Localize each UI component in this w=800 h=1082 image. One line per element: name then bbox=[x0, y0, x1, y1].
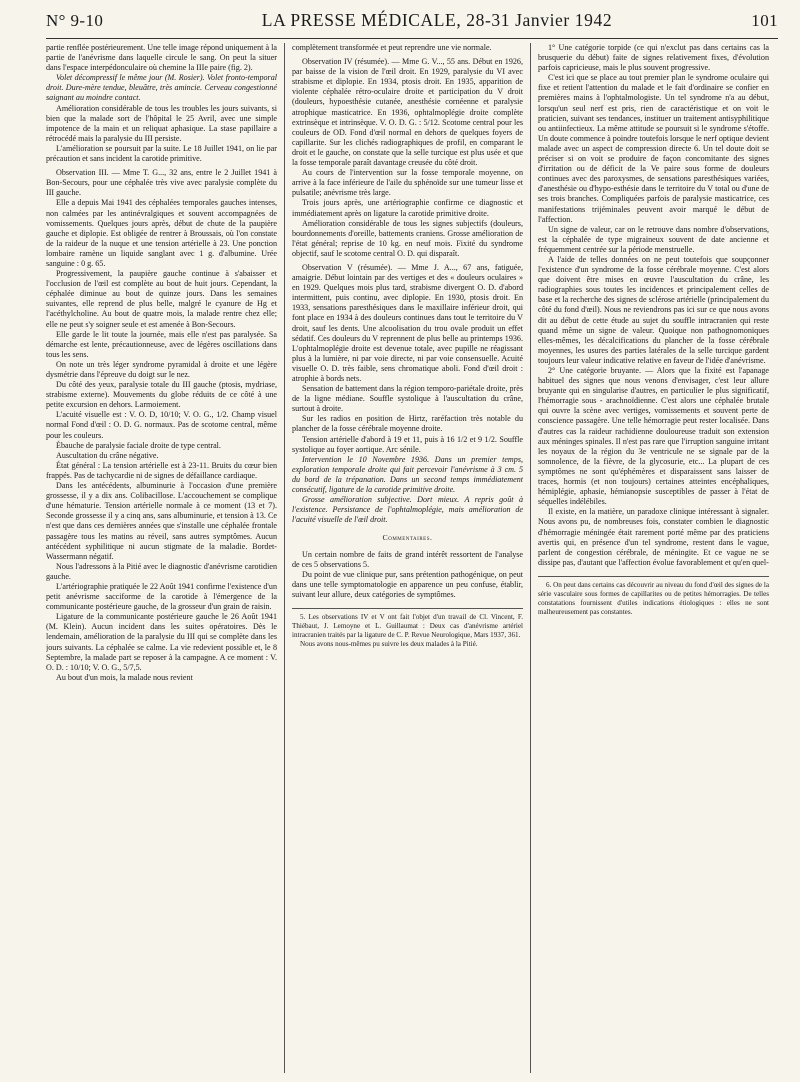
footnote-6: 6. On peut dans certains cas découvrir au niveau du fond d'œil des signes de la série vasculaire sous formes de capillarites ou de petites hémorragies. De telles constatations fournissent d'utiles indications étiologiques : elles ne sont malheureusement pas constantes. bbox=[538, 580, 769, 616]
paragraph: Progressivement, la paupière gauche continue à s'abaisser et l'occlusion de l'œil est complète au bout de huit jours. Cependant, la céphalée diminue au bout de quinze jours. Dans les semaines suivantes, elle reprend de plus belle, malgré le cyanure de Hg et l'acéthylcholine. Au bout de quatre mois, la malade rentre chez elle; elle ne peut s'y soigner seule et est amenée à Bon-Secours. bbox=[46, 269, 277, 329]
paragraph: Intervention le 10 Novembre 1936. Dans un premier temps, exploration temporale droite qui fait percevoir l'anévrisme à 3 cm. 5 du bord de la trépanation. Dans un second temps immédiatement consécutif, ligature de la carotide primitive droite. bbox=[292, 454, 523, 495]
paragraph: Ébauche de paralysie faciale droite de type central. bbox=[56, 440, 221, 450]
paragraph: Auscultation du crâne négative. bbox=[56, 450, 159, 460]
paragraph: Amélioration considérable de tous les signes subjectifs (douleurs, bourdonnements d'oreille, battements craniens. Grosse amélioration de l'état général; reprise de 10 kg. en neuf mois. Fixité du syndrome objectif, sauf le scotome central O. D. qui disparaît. bbox=[292, 218, 523, 258]
paragraph: Volet décompressif le même jour (M. Rosier). Volet fronto-temporal droit. Dure-mère tendue, bleuâtre, très amincie. Cerveau congestionné saignant au moindre contact. bbox=[46, 73, 277, 103]
paragraph: Il existe, en la matière, un paradoxe clinique intéressant à signaler. Nous avons pu, de nombreuses fois, constater combien le diagnostic d'hémorragie méningée était rarement porté même par des praticiens avertis qui, en présence d'un tel syndrome, restent dans le vague, parlent de congestion cérébrale, de méningite. Et ce vague ne se dissipe pas, d'autant que l'affection évolue favorablement et qu'en quel- bbox=[538, 507, 769, 567]
paragraph: Du point de vue clinique pur, sans prétention pathogénique, on peut dans une telle symptomatologie en apparence un peu confuse, établir, suivant leur allure, deux catégories de symptômes. bbox=[292, 569, 523, 599]
paragraph: partie renflée postérieurement. Une telle image répond uniquement à la partie de l'anévrisme dans laquelle circule le sang. On peut la situer dans l'espace interpédonculaire où chemine la IIIe paire (fig. 2). bbox=[46, 43, 277, 73]
issue-number: N° 9-10 bbox=[46, 11, 104, 30]
paragraph: Au bout d'un mois, la malade nous revient bbox=[56, 672, 193, 682]
paragraph: Amélioration considérable de tous les troubles les jours suivants, si bien que la malade sort de l'hôpital le 25 Avril, avec une simple impotence de la main et un reliquat aphasique. La stase papillaire a rétrocédé mais la paralysie du III persiste. bbox=[46, 103, 277, 143]
paragraph: L'acuité visuelle est : V. O. D, 10/10; V. O. G., 1/2. Champ visuel normal Fond d'œil : O. D. G. normaux. Pas de scotome central, même pour les couleurs. bbox=[46, 410, 277, 440]
text-columns bbox=[46, 43, 778, 1073]
column-1 bbox=[46, 43, 277, 1073]
paragraph: 2° Une catégorie bruyante. — Alors que la fixité est l'apanage habituel des signes que nous venons d'envisager, c'est leur allure bruyante qui en singularise d'autres, en particulier le plus significatif, l'hémorragie sous - arachnoïdienne. C'est alors une céphalée brutale qui ouvre la scène avec vertiges, vomissements et souvent perte de conscience passagère. Une telle hémorragie peut rester localisée. Dans d'autres cas la raideur rachidienne douloureuse traduit son extension aux méninges spinales. Il n'est pas rare que l'irruption sanguine irritant les noyaux de la région du 3e ventricule ne se signale par de la somnolence, de la fièvre, de la glycosurie, etc... La plupart de ces symptômes ne sont qu'éphémères et disparaissent sans laisser de traces, hormis (et non toujours) certaines atteintes encéphaliques, hémiplégie, aphasie, hémianopsie susceptibles de passer à l'état de séquelles indélébiles. bbox=[538, 366, 769, 507]
footnote-5: 5. Les observations IV et V ont fait l'objet d'un travail de Cl. Vincent, F. Thiébaut, J. Lemoyne et L. Guillaumat : Deux cas d'anévrisme artériel intracranien traités par la ligature de C. P. Revue Neurologique, Mars 1937, 361. bbox=[292, 612, 523, 639]
paragraph: A l'aide de telles données on ne peut toutefois que soupçonner l'existence d'un syndrome de la fosse cérébrale moyenne. C'est alors que doivent être mises en œuvre l'auscultation du crâne, les radiographies sous toutes les incidences et principalement celles de base et la recherche des signes de sclérose artérielle (principalement du côté du fond d'œil). Nous ne reviendrons pas ici sur ce que nous avons dit au début de cette étude au sujet du souffle intracranien qui reste quand même un signe de valeur. Quoique non pathognomoniques elles-mêmes, les décalcifications du plancher de la fosse cérébrale moyennes, les usures des parties latérales de la selle turcique gardent toujours leur valeur indicative relative en faveur de l'idée d'anévrisme. bbox=[538, 254, 769, 365]
observation-heading-v: Observation V (résumée). — Mme J. A..., 67 ans, fatiguée, amaigrie. Début lointain par des vertiges et des « douleurs oculaires » en 1929. Quelques mois plus tard, strabisme divergent O. D. d'abord intermittent, puis continu, avec diplopie. En 1930, ptosis droit. En 1933, sensations paresthésiques dans le maxillaire inférieur droit, qui font place en 1934 à des douleurs continues dans tout le territoire du V droit, sauf les dents. Une alcoolisation du trou ovale produit un effet sédatif. Ces douleurs du V reprennent de plus belle au printemps 1936. L'ophtalmoplégie droite est devenue totale, avec pupille ne réagissant plus à la lumière, ni par voie directe, ni par voie consensuelle. Acuité visuelle O. D. très faible, sens chromatique aboli. Fond d'œil droit : atrophie à bords nets. bbox=[292, 262, 523, 383]
column-3 bbox=[530, 43, 769, 1073]
paragraph: Nous l'adressons à la Pitié avec le diagnostic d'anévrisme carotidien gauche. bbox=[46, 561, 277, 581]
paragraph: Trois jours après, une artériographie confirme ce diagnostic et immédiatement après on ligature la carotide primitive droite. bbox=[292, 198, 523, 218]
paragraph: On note un très léger syndrome pyramidal à droite et une légère dysmétrie dans l'épreuve du doigt sur le nez. bbox=[46, 359, 277, 379]
paragraph: Elle garde le lit toute la journée, mais elle n'est pas paralysée. Sa démarche est lente, précautionneuse, avec de légères oscillations dans tous les sens. bbox=[46, 329, 277, 359]
page-number: 101 bbox=[751, 11, 778, 30]
paragraph: Tension artérielle d'abord à 19 et 11, puis à 16 1/2 et 9 1/2. Souffle systolique au foyer aortique. Arc sénile. bbox=[292, 434, 523, 454]
paragraph: Dans les antécédents, albuminurie à l'occasion d'une première grossesse, il y a dix ans. Colibacillose. L'accouchement se complique d'une hématurie. Tension artérielle normale à ce moment (13 et 7). Seconde grossesse il y a cinq ans, sans albuminurie, et tension à 13. Ce n'est que dans ces dernières années que s'installe une céphalée frontale passagère tous les matins au réveil, sans autres symptômes. Aucun antécédent syphilitique ni aucun stigmate de la maladie. Bordet-Wassermann négatif. bbox=[46, 481, 277, 561]
footnotes bbox=[292, 608, 523, 649]
paragraph: L'artériographie pratiquée le 22 Août 1941 confirme l'existence d'un petit anévrisme sacciforme de la carotide à l'émergence de la communicante postérieure gauche, de la grosseur d'un grain de raisin. bbox=[46, 581, 277, 612]
paragraph: Grosse amélioration subjective. Dort mieux. A repris goût à l'existence. Persistance de l'ophtalmoplégie, mais amélioration de l'acuité visuelle de l'œil droit. bbox=[292, 495, 523, 525]
paragraph: Un signe de valeur, car on le retrouve dans nombre d'observations, est la céphalée de type migraineux souvent de date ancienne et fréquemment centrée sur la période menstruelle. bbox=[538, 224, 769, 254]
paragraph: Ligature de la communicante postérieure gauche le 26 Août 1941 (M. Klein). Aucun incident dans les suites opératoires. Dès le lendemain, amélioration de la paralysie du III qui se complète dans les jours suivants. La céphalée se calme. La vie redevient possible et, le 8 Septembre, la malade part se reposer à la campagne. A ce moment : V. O. D. : 10/10; V. O. G., 5/7,5. bbox=[46, 612, 277, 672]
paragraph: Sensation de battement dans la région temporo-pariétale droite, près de la ligne médiane. Souffle systolique à l'auscultation du crâne, surtout à droite. bbox=[292, 384, 523, 414]
paragraph: L'amélioration se poursuit par la suite. Le 18 Juillet 1941, on lie par précaution et sans incident la carotide primitive. bbox=[46, 143, 277, 164]
paragraph: complètement transformée et peut reprendre une vie normale. bbox=[292, 43, 492, 52]
paragraph: Sur les radios en position de Hirtz, raréfaction très notable du plancher de la fosse cérébrale moyenne droite. bbox=[292, 414, 523, 434]
column-2 bbox=[284, 43, 523, 1073]
observation-heading-iv: Observation IV (résumée). — Mme G. V..., 55 ans. Début en 1926, par baisse de la vision de l'œil droit. En 1929, paralysie du VI avec strabisme et diplopie. En 1934, ptosis droit. En 1935, apparition de violente céphalée rétro-oculaire droite et participation du V droit (douleurs, hypoesthésie cutanée, anesthésie cornéenne et paralysie atrophique masticatrice. En 1936, ophtalmoplégie droite complète extrinsèque et intrinsèque. V. O. D. G. : 5/12. Scotome central pour les couleurs de OD. Fond d'œil normal en dehors de quelques foyers de capillarite. Sur les clichés radiographiques de profil, en comparant le droit et le gauche, on constate que la selle turcique est plus usée et que la fosse temporale paraît davantage creusée du côté droit. bbox=[292, 57, 523, 168]
paragraph: Elle a depuis Mai 1941 des céphalées temporales gauches intenses, non calmées par les antinévralgiques et souvent accompagnées de vomissements. Quelques jours après, début de chute de la paupière gauche et diplopie. Est obligée de rentrer à Broussais, où l'on constate de la raideur de la nuque et une tension artérielle à 23. Une ponction lombaire ramène un liquide sanglant avec 1 g. d'albumine. Urée sanguine : 0 g. 65. bbox=[46, 198, 277, 268]
paragraph: Au cours de l'intervention sur la fosse temporale moyenne, on arrive à la face inférieure de l'aile du sphénoïde sur une tumeur lisse et pulsatile; anévrisme très large. bbox=[292, 168, 523, 198]
paragraph: C'est ici que se place au tout premier plan le syndrome oculaire qui fixe et retient l'attention du malade et le fait d'ordinaire se confier en premières mains à l'ophtalmologiste. Un tel syndrome n'a au début, lorsqu'un seul nerf est pris, rien de caractéristique et on voit le praticien, suivant ses tendances, instituer un traitement antisyphilitique ou antiinfectieux. La même attitude se poursuit si le syndrome s'étoffe. Un doute commence à poindre toutefois lorsque le nerf optique devient malade avec un aspect de compression directe 6. Un tel doute doit se préciser si on voit se produire de façon concomitante des signes d'irritation ou de déficit de la Ve paire sous forme de douleurs continues avec des paroxysmes, de sensations paresthésiques variées, d'anesthésie ou d'hypo-esthésie dans le territoire du V total ou d'une de ses trois branches. Compliquées parfois de paralysie masticatrice, ces manifestations trijéminales peuvent avoir marqué le début de l'affection. bbox=[538, 73, 769, 224]
footnote-5-note: Nous avons nous-mêmes pu suivre les deux malades à la Pitié. bbox=[300, 639, 478, 648]
paragraph: Du côté des yeux, paralysie totale du III gauche (ptosis, mydriase, strabisme externe). Mouvements du globe réduits de ce côté à une petite excursion en dehors. Larmoiement. bbox=[46, 380, 277, 410]
footnotes bbox=[538, 576, 769, 617]
paragraph: 1° Une catégorie torpide (ce qui n'exclut pas dans certains cas la brusquerie du début) faite de signes relativement fixes, d'évolution parfois capricieuse, mais le plus souvent progressive. bbox=[538, 43, 769, 73]
paragraph: Un certain nombre de faits de grand intérêt ressortent de l'analyse de ces 5 observations 5. bbox=[292, 549, 523, 569]
observation-heading-iii: Observation III. — Mme T. G..., 32 ans, entre le 2 Juillet 1941 à Bon-Secours, pour une céphalée très vive avec paralysie complète du III gauche. bbox=[46, 168, 277, 198]
paragraph: État général : La tension artérielle est à 23-11. Bruits du cœur bien frappés. Pas de tachycardie ni de signes de défaillance cardiaque. bbox=[46, 460, 277, 480]
section-heading-commentaires: Commentaires. bbox=[382, 533, 433, 543]
page-header bbox=[46, 10, 778, 39]
publication-title: LA PRESSE MÉDICALE, 28-31 Janvier 1942 bbox=[261, 10, 613, 30]
